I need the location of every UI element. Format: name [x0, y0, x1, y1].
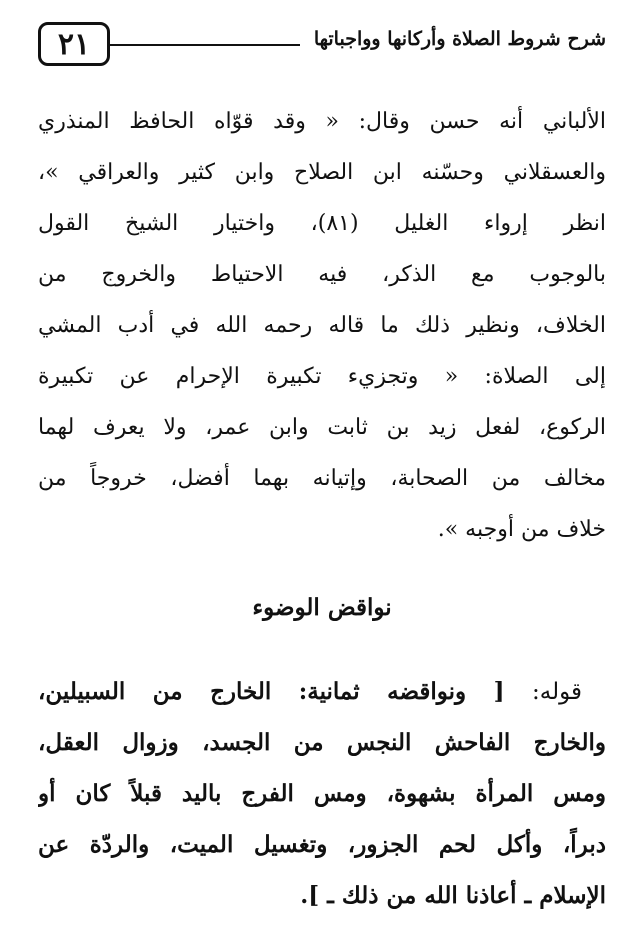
body-line: إلى الصلاة: « وتجزيء تكبيرة الإحرام عن تكبيرة	[38, 364, 606, 389]
body-line: الخلاف، ونظير ذلك ما قاله رحمه الله في أدب المشي	[38, 313, 606, 338]
quote-line: دبراً، وأكل لحم الجزور، وتغسيل الميت، والردّة عن	[38, 831, 606, 858]
body-line: بالوجوب مع الذكر، فيه الاحتياط والخروج من	[38, 262, 606, 287]
body-line: الركوع، لفعل زيد بن ثابت وابن عمر، ولا يعرف لهما	[38, 415, 606, 440]
body-paragraph	[38, 96, 606, 555]
running-title: شرح شروط الصلاة وأركانها وواجباتها	[313, 28, 606, 50]
quote-line: ومس المرأة بشهوة، ومس الفرج باليد قبلاً كان أو	[38, 780, 606, 807]
section-heading: نواقض الوضوء	[252, 594, 392, 621]
body-line: خلاف من أوجبه ».	[437, 517, 606, 542]
quoted-text-block	[38, 666, 606, 921]
body-line: مخالف من الصحابة، وإتيانه بهما أفضل، خروجاً من	[38, 466, 606, 491]
quote-lead: قوله:	[532, 679, 582, 705]
quote-line: والخارج الفاحش النجس من الجسد، وزوال العقل،	[38, 729, 606, 756]
body-line: الألباني أنه حسن وقال: « وقد قوّاه الحافظ المنذري	[38, 109, 606, 134]
quote-line-text: [ ونواقضه ثمانية: الخارج من السبيلين،	[38, 678, 505, 705]
body-line: انظر إرواء الغليل (٨١)، واختيار الشيخ القول	[38, 211, 606, 236]
page-number: ٢١	[57, 26, 91, 62]
page-number-box	[38, 22, 110, 66]
page-header	[38, 18, 606, 72]
header-rule	[110, 44, 300, 46]
quote-line	[38, 666, 606, 717]
body-line: والعسقلاني وحسّنه ابن الصلاح وابن كثير والعراقي »،	[38, 160, 606, 185]
quote-line: الإسلام ـ أعاذنا الله من ذلك ـ ].	[300, 882, 606, 909]
